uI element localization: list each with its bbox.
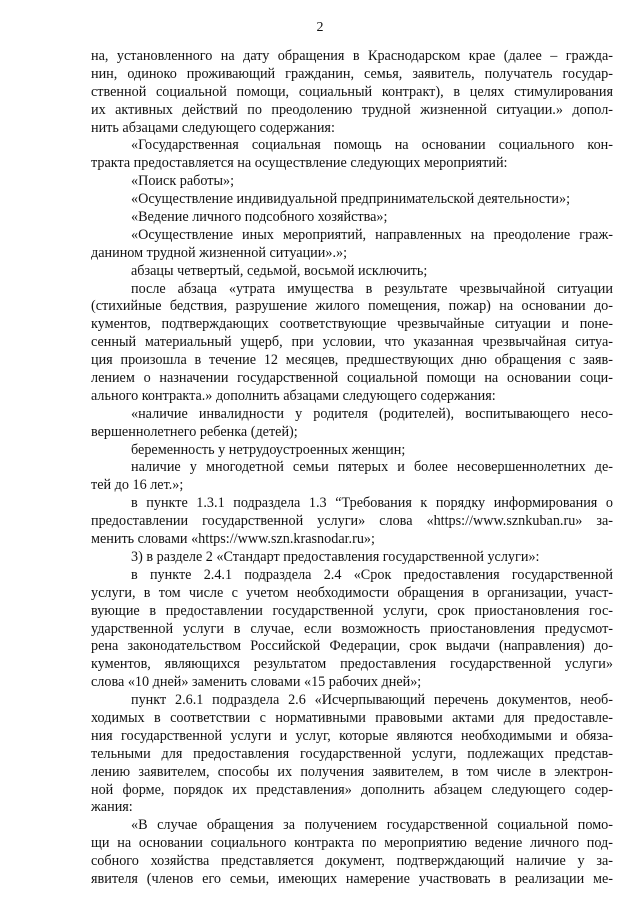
text-line: предоставлении государственной услуги» слова «https://www.sznkuban.ru» за- [91,513,613,530]
text-line: наличие у многодетной семьи пятерых и более несовершеннолетних де- [131,459,613,476]
text-line: тракта предоставляется на осуществление следующих мероприятий: [91,155,508,172]
text-line: в пункте 1.3.1 подраздела 1.3 “Требования к порядку информирования о [131,495,613,512]
text-line: ния государственной услуги и услуг, которые являются необходимыми и обяза- [91,727,613,744]
text-line: щи на основании социального контракта по мероприятию ведение личного под- [91,835,613,852]
text-line: нить абзацами следующего содержания: [91,119,335,136]
text-line: ция произошла в течение 12 месяцев, предшествующих дню обращения с заяв- [91,352,613,369]
text-line: вершеннолетнего ребенка (детей); [91,423,298,440]
text-line: ударственной услуги в случае, если возможность приостановления предусмот- [91,620,613,637]
text-line: «Поиск работы»; [131,173,235,190]
text-line: абзацы четвертый, седьмой, восьмой исключить; [131,262,428,279]
text-line: «наличие инвалидности у родителя (родителей), воспитывающего несо- [131,405,613,422]
text-line: явителя (членов его семьи, имеющих намерение участвовать в реализации ме- [91,870,613,887]
text-line: лению заявителем, способы их получения заявителем, в том числе в электрон- [91,763,613,780]
text-line: «В случае обращения за получением государственной социальной помо- [131,817,613,834]
text-line: «Осуществление индивидуальной предпринимательской деятельности»; [131,191,571,208]
text-line: беременность у нетрудоустроенных женщин; [131,441,406,458]
text-line: их активных действий по преодолению трудной жизненной ситуации.» допол- [91,101,613,118]
text-line: «Осуществление иных мероприятий, направленных на преодоление граж- [131,226,613,243]
text-line: 3) в разделе 2 «Стандарт предоставления государственной услуги»: [131,548,540,565]
text-line: тельными для предоставления государственной услуги, подлежащих представ- [91,745,613,762]
text-line: жания: [91,799,133,816]
page-number: 2 [316,20,324,35]
text-line: ной форме, порядок их представления» дополнить абзацем следующего содер- [91,781,613,798]
text-line: собного хозяйства представляется документ, подтверждающий наличие у за- [91,853,613,870]
text-line: тей до 16 лет.»; [91,477,184,494]
text-line: кументов, подтверждающих соответствующие чрезвычайные ситуации и поне- [91,316,613,333]
text-line: ального контракта.» дополнить абзацами следующего содержания: [91,387,496,404]
text-line: «Ведение личного подсобного хозяйства»; [131,209,388,226]
text-line: (стихийные бедствия, разрушение жилого помещения, пожар) на основании до- [91,298,613,315]
text-line: на, установленного на дату обращения в Краснодарском крае (далее – гражда- [91,48,613,64]
text-line: рена законодательством Российской Федерации, срок выдачи (направления) до- [91,638,613,655]
text-line: лением о назначении государственной социальной помощи на основании соци- [91,370,613,387]
text-line: после абзаца «утрата имущества в результате чрезвычайной ситуации [131,280,613,297]
text-line: данином трудной жизненной ситуации».»; [91,244,348,261]
text-line: менить словами «https://www.szn.krasnodar.ru»; [91,531,375,548]
text-line: нин, одиноко проживающий гражданин, семья, заявитель, получатель государ- [91,65,613,82]
text-line: вующие в предоставлении государственной услуги, срок приостановления гос- [91,602,613,619]
text-line: сенный материальный ущерб, при условии, что указанная чрезвычайная ситуа- [91,334,613,351]
text-line: ственной социальной помощи, социальный контракт), в целях стимулирования [91,83,613,100]
text-line: слова «10 дней» заменить словами «15 рабочих дней»; [91,674,422,691]
text-line: ходимых в соответствии с нормативными правовыми актами для предоставле- [91,709,613,726]
text-line: кументов, являющихся результатом предоставления государственной услуги» [91,656,613,673]
text-line: в пункте 2.4.1 подраздела 2.4 «Срок предоставления государственной [131,566,613,583]
document-body [91,48,613,889]
text-line: услуги, в том числе с учетом необходимости обращения в организации, участ- [91,584,613,601]
text-line: пункт 2.6.1 подраздела 2.6 «Исчерпывающий перечень документов, необ- [131,692,613,709]
text-line: «Государственная социальная помощь на основании социального кон- [131,137,613,154]
